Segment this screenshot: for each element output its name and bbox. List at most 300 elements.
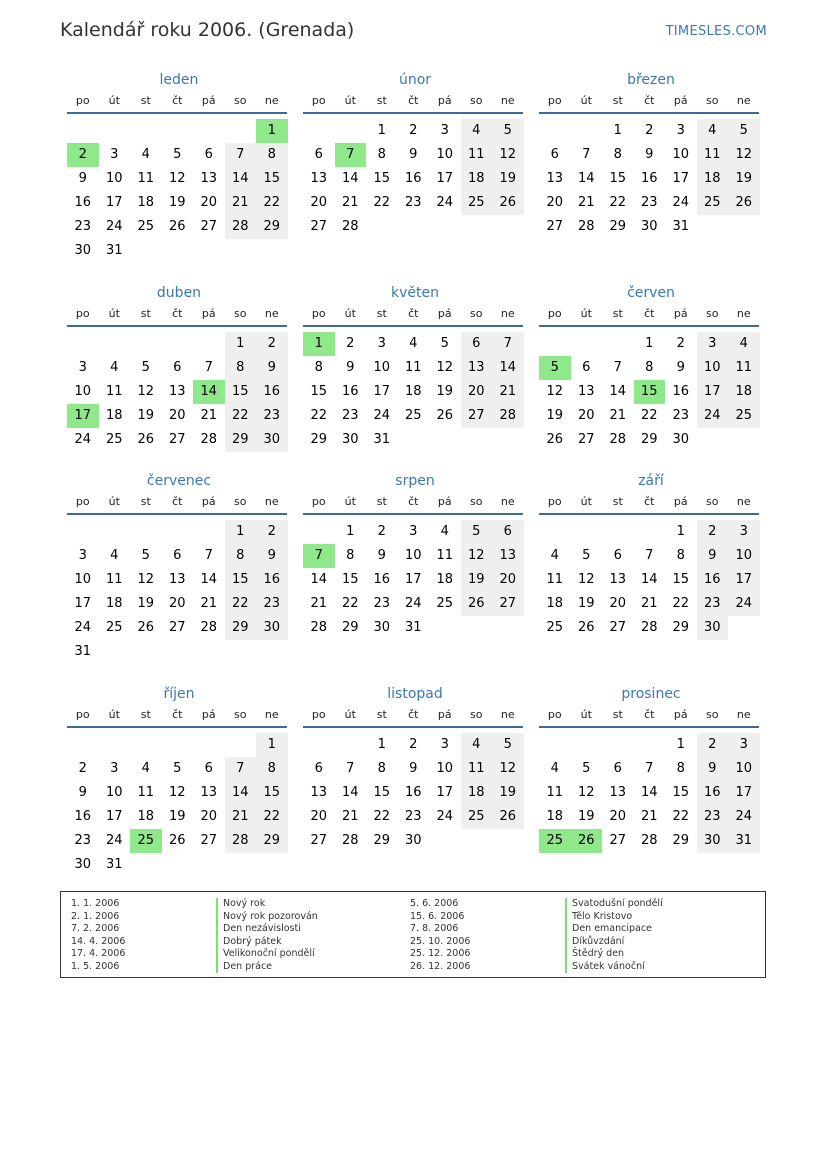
day-cell: 9 — [409, 147, 418, 162]
weekday-header: út — [580, 94, 592, 107]
day-cell: 16 — [74, 195, 92, 210]
day-cell: 1 — [676, 524, 685, 539]
day-cell: 30 — [373, 620, 391, 635]
day-cell: 31 — [404, 620, 422, 635]
weekday-header: po — [75, 708, 90, 721]
day-cell: 17 — [404, 572, 422, 587]
day-cell: 1 — [676, 737, 685, 752]
day-cell: 21 — [640, 596, 658, 611]
day-cell: 19 — [137, 408, 155, 423]
day-cell: 13 — [609, 572, 627, 587]
day-cell: 19 — [492, 781, 524, 805]
day-cell: 18 — [105, 408, 123, 423]
day-cell: 11 — [697, 143, 729, 167]
day-cell: 15 — [225, 380, 257, 404]
day-cell: 15 — [373, 171, 391, 186]
day-cell: 13 — [168, 384, 186, 399]
legend-holiday-name: Svatodušní pondělí — [565, 898, 663, 911]
day-cell: 14 — [341, 171, 359, 186]
day-cell: 17 — [697, 380, 729, 404]
day-cell: 21 — [577, 195, 595, 210]
day-cell: 1 — [613, 123, 622, 138]
day-cell: 25 — [461, 805, 493, 829]
day-cell: 31 — [672, 219, 690, 234]
day-cell: 3 — [676, 123, 685, 138]
day-cell: 30 — [256, 428, 288, 452]
day-cell: 6 — [204, 147, 213, 162]
day-cell: 11 — [461, 143, 493, 167]
weekday-header: st — [612, 94, 623, 107]
day-cell: 17 — [373, 384, 391, 399]
day-cell: 23 — [74, 219, 92, 234]
day-cell: 11 — [105, 572, 123, 587]
day-cell: 19 — [137, 596, 155, 611]
month-name: září — [638, 473, 664, 489]
day-cell: 24 — [436, 195, 454, 210]
day-cell: 20 — [492, 568, 524, 592]
day-cell: 3 — [697, 332, 729, 356]
day-cell: 27 — [200, 219, 218, 234]
day-cell: 27 — [168, 620, 186, 635]
day-cell: 15 — [672, 785, 690, 800]
day-cell: 12 — [728, 143, 760, 167]
day-cell: 14 — [609, 384, 627, 399]
day-cell: 31 — [728, 829, 760, 853]
day-cell: 1 — [346, 524, 355, 539]
day-cell: 1 — [225, 332, 257, 356]
day-cell: 24 — [728, 805, 760, 829]
day-cell: 17 — [436, 171, 454, 186]
holiday-day-cell: 14 — [193, 380, 225, 404]
month-divider — [67, 513, 287, 515]
weekday-header: čt — [172, 708, 183, 721]
day-cell: 25 — [404, 408, 422, 423]
day-cell: 2 — [256, 332, 288, 356]
day-cell: 14 — [640, 785, 658, 800]
legend-date: 25. 10. 2006 — [410, 935, 471, 947]
day-cell: 24 — [672, 195, 690, 210]
day-cell: 17 — [728, 568, 760, 592]
day-cell: 17 — [672, 171, 690, 186]
holiday-day-cell: 17 — [67, 404, 99, 428]
day-cell: 16 — [697, 568, 729, 592]
weekday-header: čt — [408, 495, 419, 508]
weekday-header: ne — [264, 708, 279, 721]
weekday-header: ne — [264, 495, 279, 508]
day-cell: 3 — [409, 524, 418, 539]
day-cell: 6 — [173, 360, 182, 375]
day-cell: 26 — [546, 432, 564, 447]
day-cell: 9 — [409, 761, 418, 776]
weekday-header: po — [311, 307, 326, 320]
day-cell: 14 — [225, 167, 257, 191]
month-divider — [303, 513, 523, 515]
day-cell: 10 — [74, 572, 92, 587]
holiday-day-cell: 26 — [571, 829, 603, 853]
legend-holiday-name: Nový rok pozorován — [216, 911, 318, 924]
weekday-header: út — [580, 495, 592, 508]
month-name: únor — [398, 72, 432, 88]
weekday-header: so — [706, 495, 719, 508]
day-cell: 8 — [225, 356, 257, 380]
weekday-header: po — [311, 708, 326, 721]
weekday-header: st — [140, 495, 151, 508]
day-cell: 27 — [310, 833, 328, 848]
day-cell: 12 — [168, 785, 186, 800]
day-cell: 3 — [110, 147, 119, 162]
day-cell: 24 — [436, 809, 454, 824]
weekday-header: st — [376, 495, 387, 508]
day-cell: 6 — [314, 147, 323, 162]
day-cell: 23 — [74, 833, 92, 848]
day-cell: 16 — [256, 380, 288, 404]
day-cell: 21 — [640, 809, 658, 824]
day-cell: 26 — [137, 620, 155, 635]
day-cell: 30 — [404, 833, 422, 848]
day-cell: 7 — [204, 360, 213, 375]
weekday-header: ne — [500, 495, 515, 508]
weekday-header: so — [234, 307, 247, 320]
day-cell: 19 — [461, 568, 493, 592]
weekday-header: pá — [437, 495, 452, 508]
holiday-day-cell: 15 — [634, 380, 666, 404]
month-divider — [67, 726, 287, 728]
day-cell: 4 — [110, 360, 119, 375]
day-cell: 21 — [225, 191, 257, 215]
day-cell: 30 — [697, 616, 729, 640]
weekday-header: čt — [408, 307, 419, 320]
weekday-header: pá — [673, 708, 688, 721]
month-divider — [67, 112, 287, 114]
day-cell: 19 — [436, 384, 454, 399]
day-cell: 24 — [74, 432, 92, 447]
day-cell: 8 — [645, 360, 654, 375]
day-cell: 13 — [546, 171, 564, 186]
day-cell: 26 — [728, 191, 760, 215]
holiday-legend — [60, 891, 766, 978]
weekday-header: út — [580, 307, 592, 320]
day-cell: 7 — [613, 360, 622, 375]
weekday-header: so — [470, 94, 483, 107]
day-cell: 23 — [697, 592, 729, 616]
day-cell: 21 — [225, 805, 257, 829]
month-name: prosinec — [621, 686, 681, 702]
weekday-header: pá — [673, 495, 688, 508]
day-cell: 15 — [672, 572, 690, 587]
day-cell: 5 — [173, 147, 182, 162]
day-cell: 12 — [137, 384, 155, 399]
day-cell: 18 — [461, 167, 493, 191]
legend-holiday-name: Dobrý pátek — [216, 936, 318, 949]
day-cell: 19 — [577, 809, 595, 824]
day-cell: 6 — [492, 520, 524, 544]
weekday-header: ne — [500, 708, 515, 721]
weekday-header: po — [547, 307, 562, 320]
weekday-header: pá — [201, 495, 216, 508]
day-cell: 20 — [577, 408, 595, 423]
day-cell: 26 — [492, 805, 524, 829]
day-cell: 15 — [341, 572, 359, 587]
month-name: květen — [391, 285, 439, 301]
day-cell: 20 — [609, 809, 627, 824]
month-name: srpen — [395, 473, 435, 489]
day-cell: 15 — [225, 568, 257, 592]
day-cell: 29 — [672, 833, 690, 848]
weekday-header: so — [470, 708, 483, 721]
holiday-day-cell: 5 — [539, 356, 571, 380]
weekday-header: st — [140, 94, 151, 107]
day-cell: 21 — [341, 195, 359, 210]
day-cell: 11 — [436, 548, 454, 563]
day-cell: 7 — [346, 761, 355, 776]
day-cell: 22 — [640, 408, 658, 423]
site-logo-link[interactable]: TIMESLES.COM — [665, 24, 767, 39]
day-cell: 30 — [341, 432, 359, 447]
day-cell: 13 — [310, 785, 328, 800]
day-cell: 21 — [609, 408, 627, 423]
day-cell: 17 — [74, 596, 92, 611]
legend-date: 26. 12. 2006 — [410, 960, 471, 972]
day-cell: 27 — [200, 833, 218, 848]
day-cell: 6 — [582, 360, 591, 375]
day-cell: 29 — [256, 829, 288, 853]
month-divider — [303, 726, 523, 728]
day-cell: 22 — [256, 191, 288, 215]
day-cell: 14 — [200, 572, 218, 587]
day-cell: 11 — [546, 572, 564, 587]
legend-date: 17. 4. 2006 — [71, 948, 126, 959]
day-cell: 26 — [577, 620, 595, 635]
day-cell: 5 — [440, 336, 449, 351]
day-cell: 25 — [461, 191, 493, 215]
day-cell: 30 — [256, 616, 288, 640]
day-cell: 13 — [577, 384, 595, 399]
day-cell: 18 — [461, 781, 493, 805]
month-divider — [303, 325, 523, 327]
day-cell: 23 — [640, 195, 658, 210]
weekday-header: st — [376, 94, 387, 107]
day-cell: 2 — [409, 737, 418, 752]
day-cell: 30 — [672, 432, 690, 447]
day-cell: 30 — [74, 243, 92, 258]
day-cell: 21 — [341, 809, 359, 824]
day-cell: 15 — [609, 171, 627, 186]
day-cell: 31 — [74, 644, 92, 659]
day-cell: 8 — [314, 360, 323, 375]
legend-date: 7. 8. 2006 — [410, 923, 459, 934]
day-cell: 26 — [461, 592, 493, 616]
day-cell: 17 — [105, 195, 123, 210]
day-cell: 26 — [492, 191, 524, 215]
day-cell: 20 — [461, 380, 493, 404]
day-cell: 12 — [492, 143, 524, 167]
day-cell: 4 — [141, 147, 150, 162]
day-cell: 14 — [225, 781, 257, 805]
day-cell: 16 — [640, 171, 658, 186]
day-cell: 10 — [105, 785, 123, 800]
day-cell: 16 — [404, 785, 422, 800]
day-cell: 3 — [728, 520, 760, 544]
weekday-header: so — [706, 94, 719, 107]
day-cell: 8 — [377, 761, 386, 776]
day-cell: 22 — [373, 809, 391, 824]
weekday-header: pá — [201, 708, 216, 721]
day-cell: 16 — [697, 781, 729, 805]
holiday-day-cell: 7 — [335, 143, 367, 167]
day-cell: 7 — [225, 143, 257, 167]
day-cell: 4 — [409, 336, 418, 351]
day-cell: 8 — [676, 548, 685, 563]
day-cell: 23 — [256, 404, 288, 428]
day-cell: 20 — [200, 195, 218, 210]
day-cell: 2 — [377, 524, 386, 539]
day-cell: 10 — [105, 171, 123, 186]
day-cell: 15 — [373, 785, 391, 800]
weekday-header: čt — [644, 307, 655, 320]
day-cell: 30 — [74, 857, 92, 872]
weekday-header: út — [344, 495, 356, 508]
weekday-header: so — [234, 495, 247, 508]
weekday-header: pá — [437, 307, 452, 320]
weekday-header: st — [140, 708, 151, 721]
weekday-header: po — [311, 495, 326, 508]
day-cell: 21 — [200, 596, 218, 611]
day-cell: 26 — [168, 219, 186, 234]
day-cell: 28 — [640, 620, 658, 635]
day-cell: 25 — [105, 432, 123, 447]
day-cell: 24 — [404, 596, 422, 611]
day-cell: 24 — [105, 833, 123, 848]
day-cell: 28 — [200, 432, 218, 447]
day-cell: 29 — [256, 215, 288, 239]
legend-holiday-name: Tělo Kristovo — [565, 911, 663, 924]
day-cell: 19 — [168, 195, 186, 210]
weekday-header: pá — [437, 708, 452, 721]
day-cell: 3 — [728, 733, 760, 757]
day-cell: 12 — [492, 757, 524, 781]
day-cell: 22 — [672, 596, 690, 611]
weekday-header: po — [311, 94, 326, 107]
weekday-header: út — [344, 307, 356, 320]
day-cell: 18 — [728, 380, 760, 404]
legend-holiday-name: Štědrý den — [565, 948, 663, 961]
day-cell: 5 — [492, 733, 524, 757]
legend-holiday-name: Svátek vánoční — [565, 961, 663, 974]
day-cell: 29 — [310, 432, 328, 447]
day-cell: 27 — [609, 620, 627, 635]
day-cell: 12 — [577, 572, 595, 587]
month-name: červen — [627, 285, 675, 301]
day-cell: 4 — [141, 761, 150, 776]
weekday-header: po — [75, 94, 90, 107]
day-cell: 31 — [105, 857, 123, 872]
day-cell: 20 — [546, 195, 564, 210]
day-cell: 30 — [697, 829, 729, 853]
day-cell: 1 — [645, 336, 654, 351]
day-cell: 24 — [105, 219, 123, 234]
day-cell: 3 — [110, 761, 119, 776]
day-cell: 23 — [404, 809, 422, 824]
day-cell: 8 — [676, 761, 685, 776]
day-cell: 29 — [640, 432, 658, 447]
month-divider — [539, 112, 759, 114]
day-cell: 6 — [461, 332, 493, 356]
day-cell: 24 — [74, 620, 92, 635]
day-cell: 13 — [200, 171, 218, 186]
day-cell: 27 — [577, 432, 595, 447]
legend-dates-left — [71, 898, 125, 973]
day-cell: 17 — [728, 781, 760, 805]
weekday-header: čt — [644, 708, 655, 721]
day-cell: 28 — [310, 620, 328, 635]
day-cell: 14 — [341, 785, 359, 800]
day-cell: 4 — [550, 761, 559, 776]
day-cell: 19 — [168, 809, 186, 824]
day-cell: 28 — [200, 620, 218, 635]
day-cell: 2 — [78, 761, 87, 776]
day-cell: 17 — [105, 809, 123, 824]
day-cell: 7 — [645, 761, 654, 776]
day-cell: 26 — [436, 408, 454, 423]
weekday-header: so — [706, 307, 719, 320]
day-cell: 5 — [173, 761, 182, 776]
day-cell: 31 — [105, 243, 123, 258]
day-cell: 24 — [697, 404, 729, 428]
weekday-header: pá — [201, 94, 216, 107]
holiday-day-cell: 25 — [130, 829, 162, 853]
day-cell: 6 — [204, 761, 213, 776]
legend-date: 25. 12. 2006 — [410, 948, 471, 959]
day-cell: 5 — [728, 119, 760, 143]
day-cell: 6 — [550, 147, 559, 162]
weekday-header: út — [108, 708, 120, 721]
day-cell: 11 — [137, 785, 155, 800]
day-cell: 28 — [341, 219, 359, 234]
weekday-header: út — [344, 708, 356, 721]
legend-date: 1. 5. 2006 — [71, 960, 120, 972]
day-cell: 18 — [137, 195, 155, 210]
day-cell: 2 — [645, 123, 654, 138]
day-cell: 3 — [78, 548, 87, 563]
day-cell: 13 — [310, 171, 328, 186]
weekday-header: ne — [500, 94, 515, 107]
day-cell: 22 — [225, 404, 257, 428]
day-cell: 1 — [225, 520, 257, 544]
day-cell: 9 — [256, 544, 288, 568]
day-cell: 24 — [728, 592, 760, 616]
legend-holiday-name: Díkůvzdání — [565, 936, 663, 949]
day-cell: 4 — [697, 119, 729, 143]
day-cell: 14 — [492, 356, 524, 380]
day-cell: 22 — [373, 195, 391, 210]
weekday-header: ne — [736, 307, 751, 320]
day-cell: 5 — [582, 548, 591, 563]
day-cell: 9 — [377, 548, 386, 563]
weekday-header: po — [547, 708, 562, 721]
day-cell: 10 — [404, 548, 422, 563]
weekday-header: čt — [408, 94, 419, 107]
day-cell: 15 — [256, 167, 288, 191]
day-cell: 14 — [310, 572, 328, 587]
month-name: červenec — [146, 473, 212, 489]
legend-names-left — [216, 898, 318, 973]
day-cell: 9 — [256, 356, 288, 380]
day-cell: 27 — [310, 219, 328, 234]
day-cell: 28 — [492, 404, 524, 428]
day-cell: 16 — [341, 384, 359, 399]
day-cell: 2 — [697, 733, 729, 757]
day-cell: 20 — [310, 809, 328, 824]
